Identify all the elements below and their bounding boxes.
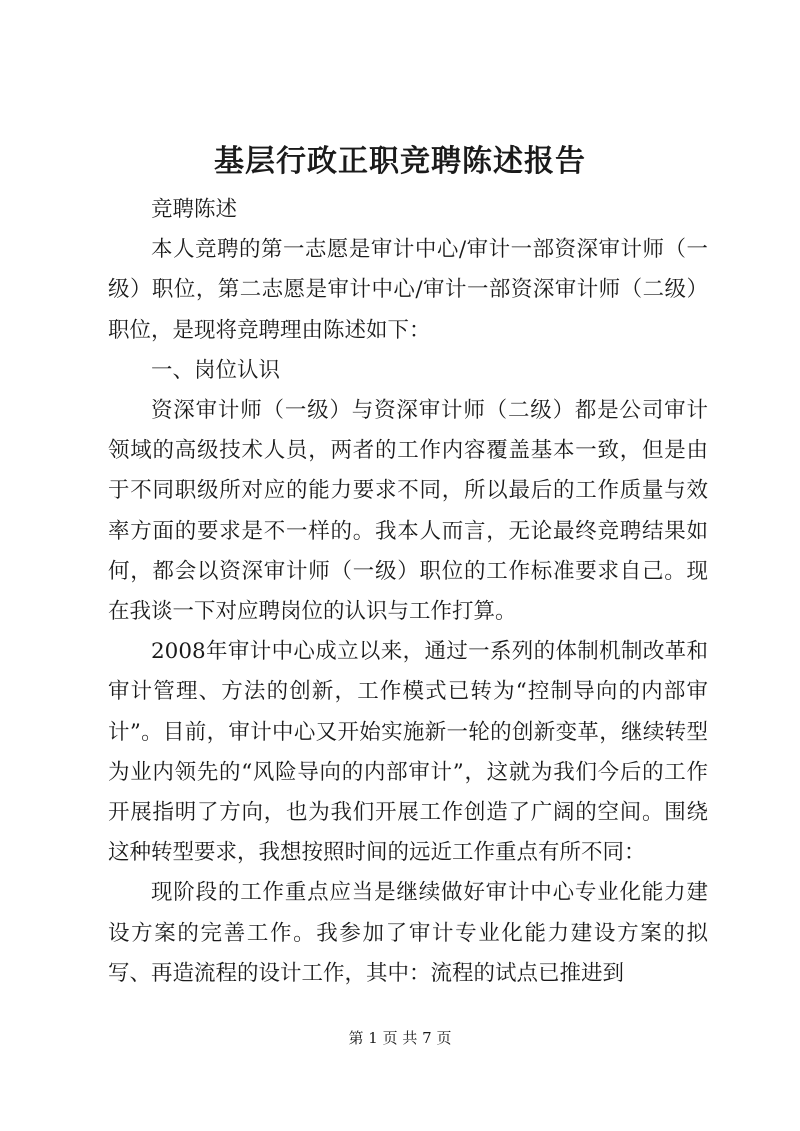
paragraph: 资深审计师（一级）与资深审计师（二级）都是公司审计领域的高级技术人员，两者的工作内容覆盖基本一致，但是由于不同职级所对应的能力要求不同，所以最后的工作质量与效率方面的要求是不一样的。我本人而言，无论最终竞聘结果如何，都会以资深审计师（一级）职位的工作标准要求自己。现在我谈一下对应聘岗位的认识与工作打算。 xyxy=(108,398,708,625)
paragraph: 2008年审计中心成立以来，通过一系列的体制机制改革和审计管理、方法的创新，工作模式已转为“控制导向的内部审计”。目前，审计中心又开始实施新一轮的创新变革，继续转型为业内领先的“风险导向的内部审计”，这就为我们今后的工作开展指明了方向，也为我们开展工作创造了广阔的空间。围绕这种转型要求，我想按照时间的远近工作重点有所不同： xyxy=(108,639,708,866)
document-body xyxy=(108,190,708,994)
section-heading: 一、岗位认识 xyxy=(151,357,281,383)
page-number-footer: 第 1 页 共 7 页 xyxy=(348,1029,452,1047)
paragraph: 现阶段的工作重点应当是继续做好审计中心专业化能力建设方案的完善工作。我参加了审计专业化能力建设方案的拟写、再造流程的设计工作，其中：流程的试点已推进到 xyxy=(108,880,708,986)
document-title: 基层行政正职竞聘陈述报告 xyxy=(214,144,586,179)
paragraph: 本人竞聘的第一志愿是审计中心/审计一部资深审计师（一级）职位，第二志愿是审计中心/审计一部资深审计师（二级）职位，是现将竞聘理由陈述如下： xyxy=(108,237,708,343)
paragraph: 竞聘陈述 xyxy=(151,197,238,222)
